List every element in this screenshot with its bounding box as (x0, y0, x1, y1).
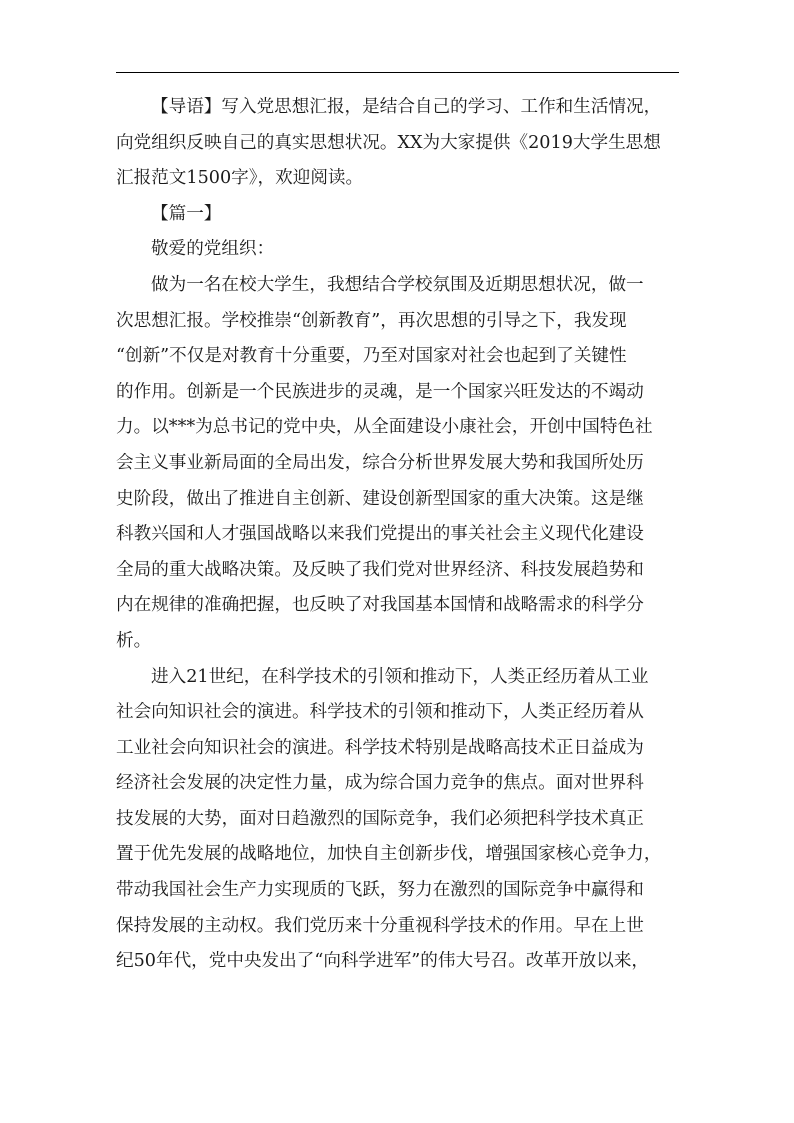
text-line: 次思想汇报。学校推崇“创新教育”，再次思想的引导之下，我发现 (116, 310, 627, 331)
text-line: “创新”不仅是对教育十分重要，乃至对国家对社会也起到了关键性 (116, 346, 627, 367)
text-line: 力。以***为总书记的党中央，从全面建设小康社会，开创中国特色社 (116, 417, 653, 438)
text-line: 经济社会发展的决定性力量，成为综合国力竞争的焦点。面对世界科 (116, 773, 644, 794)
text-line: 向党组织反映自己的真实思想状况。XX为大家提供《2019大学生思想 (116, 132, 661, 153)
text-line: 会主义事业新局面的全局出发，综合分析世界发展大势和我国所处历 (116, 452, 644, 473)
text-line: 汇报范文1500字》，欢迎阅读。 (116, 168, 364, 189)
text-line: 保持发展的主动权。我们党历来十分重视科学技术的作用。早在上世 (116, 915, 644, 936)
text-line: 置于优先发展的战略地位，加快自主创新步伐，增强国家核心竞争力， (116, 844, 662, 865)
text-line: 工业社会向知识社会的演进。科学技术特别是战略高技术正日益成为 (116, 737, 644, 758)
document-body (116, 90, 679, 980)
text-line: 进入21世纪，在科学技术的引领和推动下，人类正经历着从工业 (151, 666, 649, 687)
text-line: 析。 (116, 630, 152, 651)
body-text (116, 90, 679, 980)
text-line: 纪50年代，党中央发出了“向科学进军”的伟大号召。改革开放以来， (116, 951, 650, 972)
text-line: 技发展的大势，面对日趋激烈的国际竞争，我们必须把科学技术真正 (116, 808, 644, 829)
text-line: 科教兴国和人才强国战略以来我们党提出的事关社会主义现代化建设 (116, 524, 644, 545)
text-line: 带动我国社会生产力实现质的飞跃，努力在激烈的国际竞争中赢得和 (116, 880, 644, 901)
text-line: 敬爱的党组织： (151, 239, 275, 260)
text-line: 全局的重大战略决策。及反映了我们党对世界经济、科技发展趋势和 (116, 559, 644, 580)
text-line: 【篇一】 (151, 203, 222, 224)
text-line: 的作用。创新是一个民族进步的灵魂，是一个国家兴旺发达的不竭动 (116, 381, 644, 402)
text-line: 【导语】写入党思想汇报，是结合自己的学习、工作和生活情况， (151, 97, 662, 117)
text-line: 史阶段，做出了推进自主创新、建设创新型国家的重大决策。这是继 (116, 488, 644, 509)
text-line: 社会向知识社会的演进。科学技术的引领和推动下，人类正经历着从 (116, 702, 644, 723)
header-rule (116, 72, 679, 73)
text-line: 做为一名在校大学生，我想结合学校氛围及近期思想状况，做一 (151, 274, 644, 295)
text-line: 内在规律的准确把握，也反映了对我国基本国情和战略需求的科学分 (116, 595, 644, 616)
